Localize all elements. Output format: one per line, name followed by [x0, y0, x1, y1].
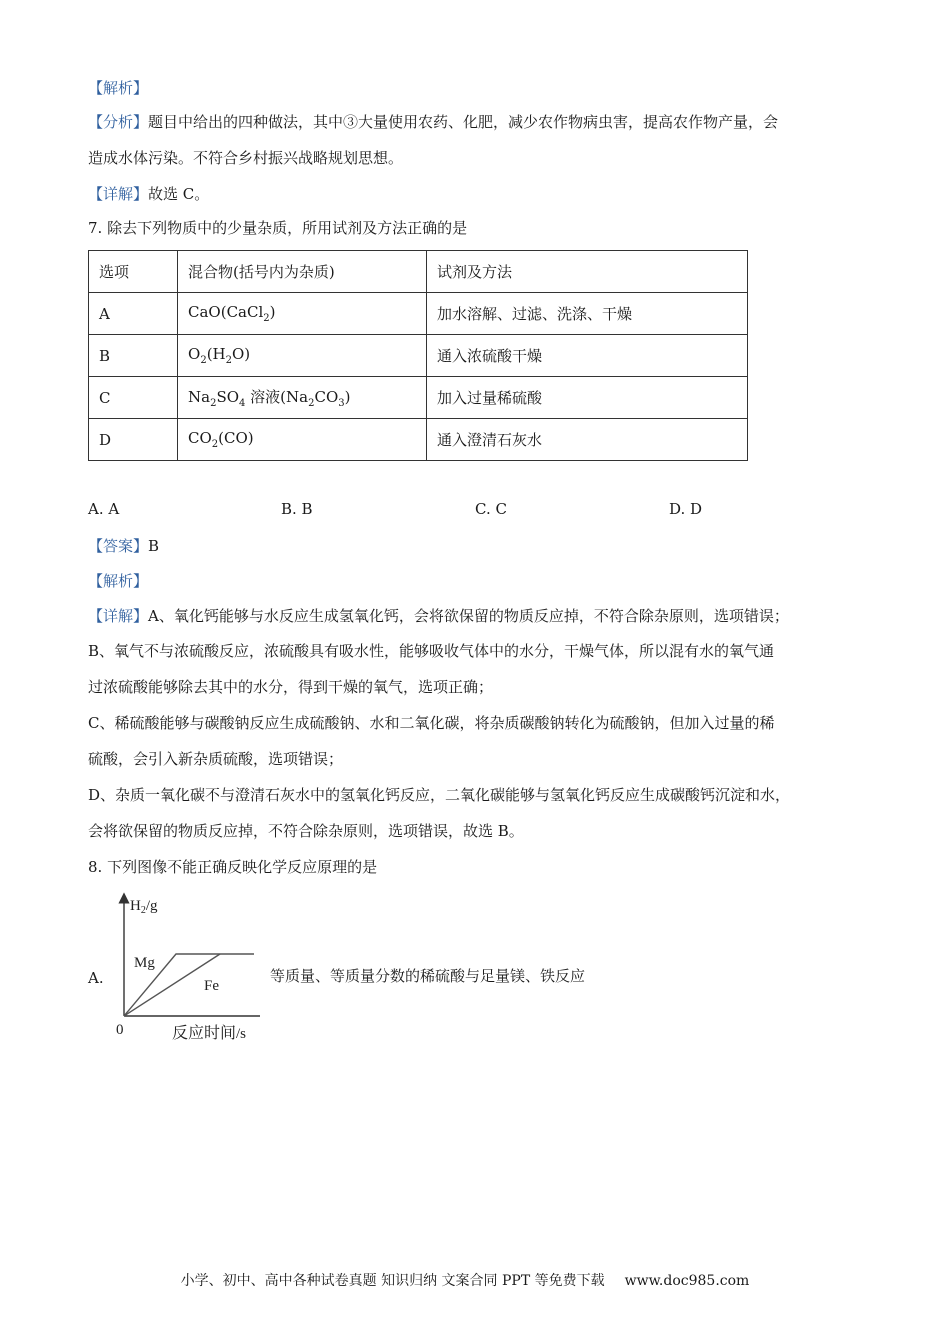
fenxi-line-2: 造成水体污染。不符合乡村振兴战略规划思想。: [88, 149, 404, 167]
explanation-line: 过浓硫酸能够除去其中的水分，得到干燥的氧气，选项正确；: [88, 678, 494, 696]
answer-line: [88, 536, 159, 556]
explanation-line: B、氧气不与浓硫酸反应，浓硫酸具有吸水性，能够吸收气体中的水分，干燥气体，所以混有水的氧气通: [88, 642, 775, 660]
table-row: [89, 419, 748, 461]
analysis-tag-2: 【解析】: [88, 572, 149, 590]
header-mixture: 混合物(括号内为杂质): [178, 251, 427, 293]
origin-label: 0: [116, 1022, 124, 1038]
choice-a: A. A: [88, 500, 120, 518]
q7-choices: [0, 500, 950, 522]
detail-tag: 【详解】: [88, 185, 149, 203]
explanation-line: C、稀硫酸能够与碳酸钠反应生成硫酸钠、水和二氧化碳，将杂质碳酸钠转化为硫酸钠，但加入过量的稀: [88, 714, 775, 732]
explanation-line: [88, 606, 789, 626]
fenxi-line-1: [88, 112, 778, 132]
answer-value: B: [148, 537, 160, 555]
row-mixture: $CO_2(CO)$: [178, 419, 427, 461]
q7-table: [88, 250, 748, 461]
mg-label: Mg: [134, 955, 155, 971]
fenxi-tag: 【分析】: [88, 113, 149, 131]
header-reagent: 试剂及方法: [427, 251, 748, 293]
row-mixture: CaO(CaCl$_2$): [178, 293, 427, 335]
choice-c: C. C: [475, 500, 507, 518]
row-reagent: 加入过量稀硫酸: [427, 377, 748, 419]
q8-stem: 8. 下列图像不能正确反映化学反应原理的是: [88, 858, 378, 876]
y-axis-label: $H_2/g$: [130, 898, 158, 916]
choice-b: B. B: [281, 500, 313, 518]
explanation-text: A、氧化钙能够与水反应生成氢氧化钙，会将欲保留的物质反应掉，不符合除杂原则，选项错误；: [148, 607, 789, 625]
explanation-line: D、杂质一氧化碳不与澄清石灰水中的氢氧化钙反应，二氧化碳能够与氢氧化钙反应生成碳酸钙沉淀和水，: [88, 786, 791, 804]
row-reagent: 通入澄清石灰水: [427, 419, 748, 461]
explanation-line: 硫酸，会引入新杂质硫酸，选项错误；: [88, 750, 344, 768]
x-axis-label: 反应时间/s: [172, 1023, 247, 1042]
row-option: C: [89, 377, 178, 419]
explanation-line: 会将欲保留的物质反应掉，不符合除杂原则，选项错误，故选 B。: [88, 822, 524, 840]
row-option: D: [89, 419, 178, 461]
q7-stem: 7. 除去下列物质中的少量杂质，所用试剂及方法正确的是: [88, 219, 468, 237]
row-reagent: 通入浓硫酸干燥: [427, 335, 748, 377]
table-row: [89, 377, 748, 419]
header-option: 选项: [89, 251, 178, 293]
q8-option-a-desc: 等质量、等质量分数的稀硫酸与足量镁、铁反应: [270, 967, 586, 985]
fe-label: Fe: [204, 978, 219, 994]
answer-tag: 【答案】: [88, 537, 149, 555]
footer-url[interactable]: www.doc985.com: [624, 1273, 750, 1289]
table-row: [89, 293, 748, 335]
detail-text: 故选 C。: [148, 185, 210, 203]
h2-reaction-graph: [108, 892, 268, 1044]
choice-d: D. D: [669, 500, 703, 518]
table-header-row: [89, 251, 748, 293]
row-mixture: $Na_2SO_4$ 溶液$(Na_2CO_3)$: [178, 377, 427, 419]
fenxi-text-1: 题目中给出的四种做法，其中③大量使用农药、化肥，减少农作物病虫害，提高农作物产量，会: [148, 113, 779, 131]
analysis-tag: 【解析】: [88, 79, 149, 97]
detail-line: [88, 184, 209, 204]
q8-option-a-label: A.: [88, 969, 104, 987]
page-footer: [0, 1270, 950, 1290]
footer-text: 小学、初中、高中各种试卷真题 知识归纳 文案合同 PPT 等免费下载: [180, 1273, 605, 1289]
detail-tag-2: 【详解】: [88, 607, 149, 625]
row-mixture: $O_2(H_2O)$: [178, 335, 427, 377]
row-option: B: [89, 335, 178, 377]
row-reagent: 加水溶解、过滤、洗涤、干燥: [427, 293, 748, 335]
table-row: [89, 335, 748, 377]
row-option: A: [89, 293, 178, 335]
